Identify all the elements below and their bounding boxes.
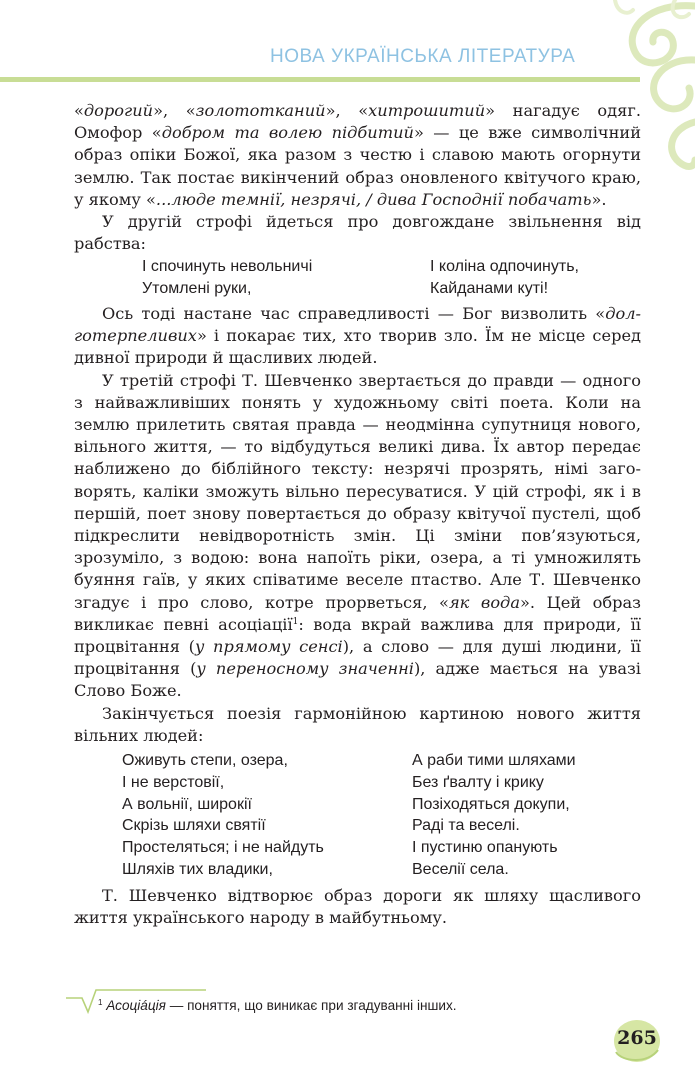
poem-line: І пустиню опанують xyxy=(412,839,558,857)
poem-line: Утомлені руки, xyxy=(142,280,252,298)
poem-line: Оживуть степи, озера, xyxy=(122,752,288,770)
poem-line: Позіходяться докупи, xyxy=(412,795,570,813)
page-number: 265 xyxy=(617,1027,657,1049)
header-rule xyxy=(0,77,640,82)
poem-quote xyxy=(74,750,641,881)
poem-line: Раді та веселі. xyxy=(412,817,520,835)
poem-line: І не верстовії, xyxy=(122,773,225,791)
poem-column-right xyxy=(412,750,576,881)
poem-line: А вольнії, широкії xyxy=(122,795,252,813)
poem-column-left xyxy=(142,256,430,300)
paragraph: Закінчується поезія гармонійною картиною нового життя вільних людей: xyxy=(74,703,641,745)
poem-line: Веселії села. xyxy=(412,861,509,879)
poem-column-left xyxy=(122,750,412,881)
poem-column-right xyxy=(430,256,579,300)
poem-quote xyxy=(74,256,641,300)
poem-line: Шляхів тих владики, xyxy=(122,861,273,879)
poem-line: Без ґвалту і крику xyxy=(412,773,544,791)
page-body xyxy=(74,100,641,929)
running-header-title: НОВА УКРАЇНСЬКА ЛІТЕРАТУРА xyxy=(270,46,576,67)
poem-line: Кайданами куті! xyxy=(430,280,549,298)
paragraph: У третій строфі Т. Шевченко звертається до правди — одного з найважливіших понять у художньому світі поета. Коли на землю прилетить святая правда — неодмінна супутниця нового, вільного життя, — то відбудуться великі дива. Їх автор передає наближено до біблійного тексту: незрячі прозрять, німі заговорять, каліки зможуть вільно пересуватися. У цій строфі, як і в першій, поет знову повертається до образу квітучої пустелі, щоб підкреслити невідворотність змін. Ці зміни пов’язуються, зрозуміло, з водою: вона напоїть ріки, озера, а ті умножилять буяння гаїв, у яких співатиме веселе птаство. Але Т. Шевченко згадує і про слово, котре прорветься, «як вода». Цей образ викликає певні асоціації$^1$: вода вкрай важлива для природи, її процвітання (у прямому сенсі), а слово — для душі людини, її процвітання (у переносному значенні), адже мається на увазі Слово Боже. xyxy=(74,370,641,701)
poem-line: І коліна одпочинуть, xyxy=(430,258,579,276)
poem-line: Простеляться; і не найдуть xyxy=(122,839,324,857)
footnote-reference: 1 xyxy=(292,616,299,627)
poem-line: І спочинуть невольничі xyxy=(142,258,313,276)
footnote: $^1$ Асоціáція — поняття, що виникає при згадуванні інших. xyxy=(98,998,457,1013)
poem-line: Скрізь шляхи святії xyxy=(122,817,266,835)
paragraph: Т. Шевченко відтворює образ дороги як шляху щасливого життя українського народу в майбутньому. xyxy=(74,885,641,928)
paragraph: У другій строфі йдеться про довгождане звільнення від рабства: xyxy=(74,212,641,254)
paragraph: Ось тоді настане час справедливості — Бог визволить «долготерпеливих» і покарає тих, хто творив зло. Їм не місце серед дивної природи й щасливих людей. xyxy=(74,304,641,368)
paragraph: «дорогий», «золототканий», «хитрошитий» нагадує одяг. Омофор «добром та волею підбитий» — це вже символічний образ опіки Божої, яка разом з честю і славою мають огорнути землю. Так постає викінчений образ оновленого квітучого краю, у якому «...люде темнії, незрячі, / дива Господнії побачать». xyxy=(74,101,642,209)
poem-line: А раби тими шляхами xyxy=(412,752,576,770)
